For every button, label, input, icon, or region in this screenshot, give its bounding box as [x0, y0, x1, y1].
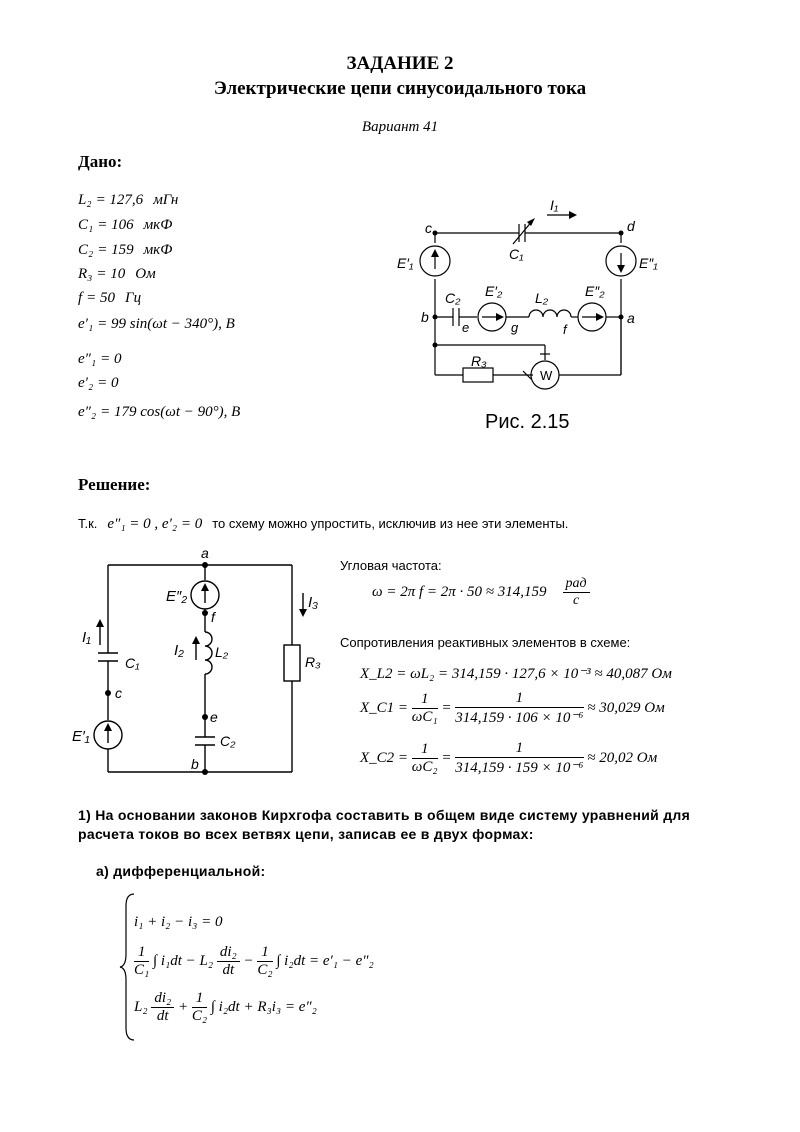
given-item-unit: мкФ [143, 242, 173, 258]
e1pp-label: E″₁ [639, 255, 658, 271]
frac-num: 1 [134, 944, 149, 962]
e2p-label: E′₂ [485, 283, 503, 299]
frac-num: 1 [412, 691, 438, 709]
given-item-name: C₂ [78, 242, 94, 258]
given-item-value: = 179 cos(ωt − 90°), В [100, 404, 241, 420]
c2-label: C₂ [445, 290, 461, 306]
frac-num: di₂ [151, 990, 174, 1008]
given-item-value: = 106 [97, 217, 134, 233]
e1p-label: E′₁ [397, 255, 414, 271]
given-item-name: e″₁ [78, 351, 97, 367]
unit-denominator: с [572, 593, 580, 608]
eq3-frac-b [151, 990, 174, 1025]
given-item-name: C₁ [78, 217, 94, 233]
eq2-frac-e [257, 944, 272, 979]
given-item-value: = 0 [100, 351, 122, 367]
angular-label: Угловая частота: [340, 558, 442, 573]
frac-num: 1 [455, 690, 583, 708]
node-label-g: g [511, 320, 519, 335]
eq3-frac-d [192, 990, 207, 1025]
eq2-part-d: − [243, 952, 254, 969]
frac-den: ωC₁ [411, 709, 438, 725]
given-item-name: e′₂ [78, 375, 94, 391]
c1-label: C₁ [125, 655, 140, 671]
node-label-e: e [462, 320, 470, 335]
xc1-result: ≈ 30,029 Ом [587, 699, 665, 716]
r3-label: R₃ [471, 353, 487, 369]
given-item-value: = 159 [97, 242, 134, 258]
simplify-line [78, 515, 568, 533]
given-item-value: = 10 [96, 266, 126, 282]
given-item [78, 317, 235, 332]
simplify-condition: e″₁ = 0 , e′₂ = 0 [107, 516, 203, 532]
xc1-lhs: X_C1 = [360, 699, 409, 716]
given-item-name: f [78, 290, 83, 306]
page-subtitle: Электрические цепи синусоидального тока [213, 78, 587, 99]
system-eq1: i₁ + i₂ − i₃ = 0 [134, 914, 223, 930]
given-item-name: e″₂ [78, 404, 97, 420]
simplified-circuit [70, 545, 330, 780]
node-label-f: f [563, 322, 567, 337]
xc2-lhs: X_C2 = [360, 749, 409, 766]
given-item-value: = 50 [86, 290, 116, 306]
frac-den: C₁ [134, 962, 150, 978]
circuit-figure-2-15 [385, 190, 658, 440]
r3-label: R₃ [305, 654, 321, 670]
given-heading: Дано: [78, 152, 123, 171]
eq2-part-b: ∫ i₁dt − L₂ [152, 952, 214, 969]
solution-heading: Решение: [78, 475, 151, 494]
node-label-d: d [627, 218, 635, 234]
l2-label: L₂ [535, 290, 549, 306]
simplify-text: то схему можно упростить, исключив из нее эти элементы. [212, 516, 569, 531]
xc2-frac1 [412, 741, 438, 776]
given-item [78, 352, 122, 367]
angular-formula-row [372, 576, 590, 609]
given-item [78, 267, 156, 282]
node-e: e [210, 709, 218, 725]
frac-num: 1 [257, 944, 272, 962]
e2pp-label: E″₂ [585, 283, 605, 299]
xc1-frac2 [455, 690, 583, 727]
given-item-name: L₂ [78, 192, 92, 208]
xc1-frac1 [412, 691, 438, 726]
frac-den: dt [222, 962, 235, 978]
given-item-value: = 127,6 [95, 192, 144, 208]
system-eq3 [134, 990, 317, 1025]
frac-num: di₂ [217, 944, 240, 962]
frac-den: C₂ [191, 1008, 208, 1024]
frac-den: 314,159 · 159 × 10⁻⁶ [455, 760, 584, 776]
node-b: b [191, 756, 199, 772]
node-a: a [201, 545, 209, 561]
node-label-c: c [425, 220, 432, 236]
given-item-name: R₃ [78, 266, 93, 282]
task1-text: 1) На основании законов Кирхгофа составить в общем виде систему уравнений для расчета токов во всех ветвях цепи, записав ее в двух формах: [78, 807, 691, 842]
frac-num: 1 [412, 741, 438, 759]
frac-num: 1 [455, 740, 583, 758]
given-item-value: = 0 [97, 375, 119, 391]
given-item [78, 193, 178, 208]
eq3-part-a: L₂ [134, 998, 148, 1015]
given-item-value: = 99 sin(ωt − 340°), В [97, 316, 235, 332]
task1-sub-a: а) дифференциальной: [96, 863, 266, 879]
reactance-label: Сопротивления реактивных элементов в схеме: [340, 635, 631, 650]
frac-den: 314,159 · 106 × 10⁻⁶ [455, 710, 584, 726]
c1-label: C₁ [509, 246, 524, 262]
eq3-part-e: ∫ i₂dt + R₃i₃ = e″₂ [210, 998, 317, 1015]
i3-label: I₃ [308, 594, 319, 611]
given-item [78, 218, 172, 233]
frac-den: dt [156, 1008, 169, 1024]
given-item [78, 291, 141, 306]
node-label-b: b [421, 309, 429, 325]
angular-unit [563, 576, 590, 609]
simplify-prefix: Т.к. [78, 516, 98, 531]
i1-label: I₁ [82, 629, 91, 646]
node-f: f [211, 609, 215, 625]
eq2-frac-c [217, 944, 240, 979]
eq2-part-f: ∫ i₂dt = e′₁ − e″₂ [276, 952, 374, 969]
given-item-unit: мГн [153, 192, 179, 208]
l2-label: L₂ [215, 644, 229, 660]
given-item [78, 405, 240, 420]
unit-numerator: рад [563, 576, 590, 593]
given-item-unit: Ом [135, 266, 156, 282]
frac-den: C₂ [257, 962, 273, 978]
xc2-frac2 [455, 740, 583, 777]
i1-label: I₁ [550, 197, 559, 213]
given-item-unit: мкФ [143, 217, 173, 233]
given-item [78, 376, 119, 391]
figure-caption: Рис. 2.15 [485, 411, 570, 433]
xc2-formula: X_C2 = $\frac{1}{\text{ωC₂}}$ = $\frac{1}{\text{314,159 · 159 × 10⁻⁶}}$ ≈ 20,02 Ом [360, 740, 658, 776]
frac-num: 1 [192, 990, 207, 1008]
system-eq2 [134, 944, 374, 979]
given-item-unit: Гц [125, 290, 142, 306]
e1-label: E′₁ [72, 728, 90, 745]
xl2-formula: X_L2 = ωL₂ = 314,159 · 127,6 × 10⁻³ ≈ 40,087 Ом [360, 666, 672, 682]
xc1-formula: X_C1 = $\frac{1}{\text{ωC₁}}$ = $\frac{1}{\text{314,159 · 106 × 10⁻⁶}}$ ≈ 30,029 Ом [360, 690, 665, 726]
xc2-result: ≈ 20,02 Ом [587, 749, 658, 766]
wattmeter-label: W [540, 368, 553, 383]
node-label-a: a [627, 310, 635, 326]
given-item-name: e′₁ [78, 316, 94, 332]
node-c: c [115, 685, 122, 701]
page-title: ЗАДАНИЕ 2 [346, 53, 454, 74]
i2-label: I₂ [174, 642, 184, 659]
angular-formula: ω = 2π f = 2π · 50 ≈ 314,159 [372, 584, 547, 601]
c2-label: C₂ [220, 733, 236, 749]
given-item [78, 243, 172, 258]
frac-den: ωC₂ [411, 759, 438, 775]
eq3-part-c: + [177, 998, 189, 1015]
variant-label: Вариант 41 [361, 119, 439, 135]
eq2-frac-a [134, 944, 149, 979]
e2-label: E″₂ [166, 588, 188, 605]
